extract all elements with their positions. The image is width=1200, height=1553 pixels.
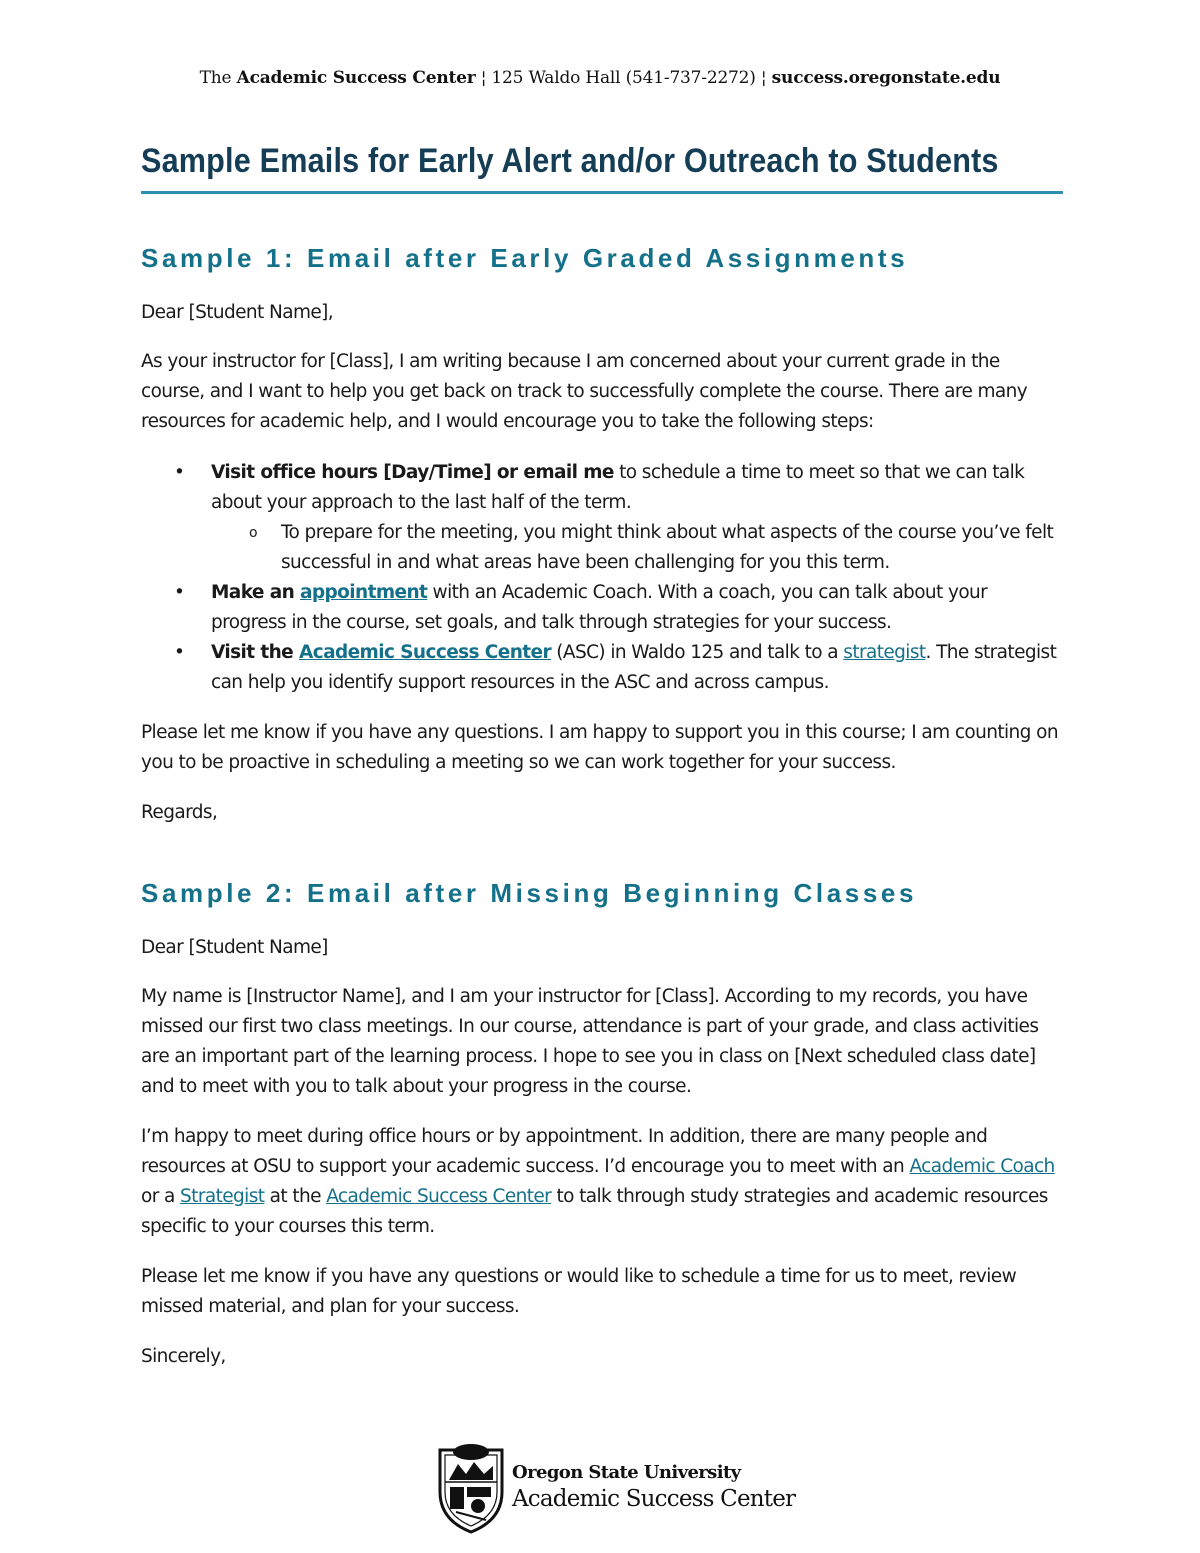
osu-logo [436,1440,796,1536]
footer-center: Academic Success Center [512,1486,796,1512]
list-item [211,518,1066,578]
academic-coach-link[interactable]: Academic Coach [909,1156,1055,1177]
sample2-greeting: Dear [Student Name] [141,937,328,958]
sample1-signoff: Regards, [141,802,218,823]
sample2-para2 [141,1122,1066,1242]
sample1-heading: Sample 1: Email after Early Graded Assignments [141,243,909,273]
sample1-greeting: Dear [Student Name], [141,302,334,323]
header-website[interactable]: success.oregonstate.edu [771,68,1001,88]
sample2-para1: My name is [Instructor Name], and I am your instructor for [Class]. According to my records, you have missed our first two class meetings. In our course, attendance is part of your grade, and class activities are an important part of the learning process. I hope to see you in class on [Next scheduled class date] and to meet with you to talk about your progress in the course. [141,986,1039,1097]
sample1-closing: Please let me know if you have any questions. I am happy to support you in this course; I am counting on you to be proactive in scheduling a meeting so we can work together for your success. [141,722,1058,773]
step2-bold: Make an [211,582,300,603]
document-title: Sample Emails for Early Alert and/or Outreach to Students [141,142,999,180]
sub-bullet-icon: o [249,525,257,541]
para2-text-c: at the [264,1186,327,1207]
header-location: ¦ 125 Waldo Hall (541-737-2272) ¦ [475,68,772,88]
step1-bold: Visit office hours [Day/Time] or email me [211,462,614,483]
academic-success-center-link[interactable]: Academic Success Center [298,642,552,663]
para2-text-a: I’m happy to meet during office hours or by appointment. In addition, there are many people and resources at OSU to support your academic success. I’d encourage you to meet with an [141,1126,988,1177]
header-prefix: The [199,68,237,88]
step1-sub-text: To prepare for the meeting, you might think about what aspects of the course you’ve felt successful in and what areas have been challenging for you this term. [281,522,1054,573]
step1-text: to schedule a time to meet so that we can talk about your approach to the last half of the term. [211,462,1025,513]
title-divider [141,191,1063,194]
osu-seal-icon [436,1440,506,1536]
step2-text: with an Academic Coach. With a coach, you can talk about your progress in the course, set goals, and talk through strategies for your success. [211,582,988,633]
sample2-heading: Sample 2: Email after Missing Beginning Classes [141,878,918,908]
list-item [141,458,1066,578]
step3-text-mid: (ASC) in Waldo 125 and talk to a [551,642,844,663]
appointment-link[interactable]: appointment [299,582,428,603]
sample1-intro: As your instructor for [Class], I am writing because I am concerned about your current grade in the course, and I want to help you get back on track to successfully complete the course. There are many resources for academic help, and I would encourage you to take the following steps: [141,351,1028,432]
sample2-para3: Please let me know if you have any questions or would like to schedule a time for us to meet, review missed material, and plan for your success. [141,1266,1017,1317]
step3-bold: Visit the [211,642,299,663]
para2-text-b: or a [141,1186,181,1207]
para2-text-d: to talk through study strategies and academic resources specific to your courses this term. [141,1186,1048,1237]
sample1-steps-list [141,458,1066,698]
bullet-icon: • [174,582,185,603]
academic-success-center-link-2[interactable]: Academic Success Center [326,1186,552,1207]
sample2-signoff: Sincerely, [141,1346,226,1367]
list-item [141,638,1066,698]
page-header [0,68,1200,88]
step1-sublist [211,518,1066,578]
footer-university: Oregon State University [512,1462,741,1483]
bullet-icon: • [174,642,185,663]
step3-text-rest: . The strategist can help you identify support resources in the ASC and across campus. [211,642,1057,693]
strategist-link-2[interactable]: Strategist [180,1186,265,1207]
strategist-link[interactable]: strategist [843,642,926,663]
header-org: Academic Success Center [236,68,476,88]
bullet-icon: • [174,462,185,483]
list-item [141,578,1066,638]
